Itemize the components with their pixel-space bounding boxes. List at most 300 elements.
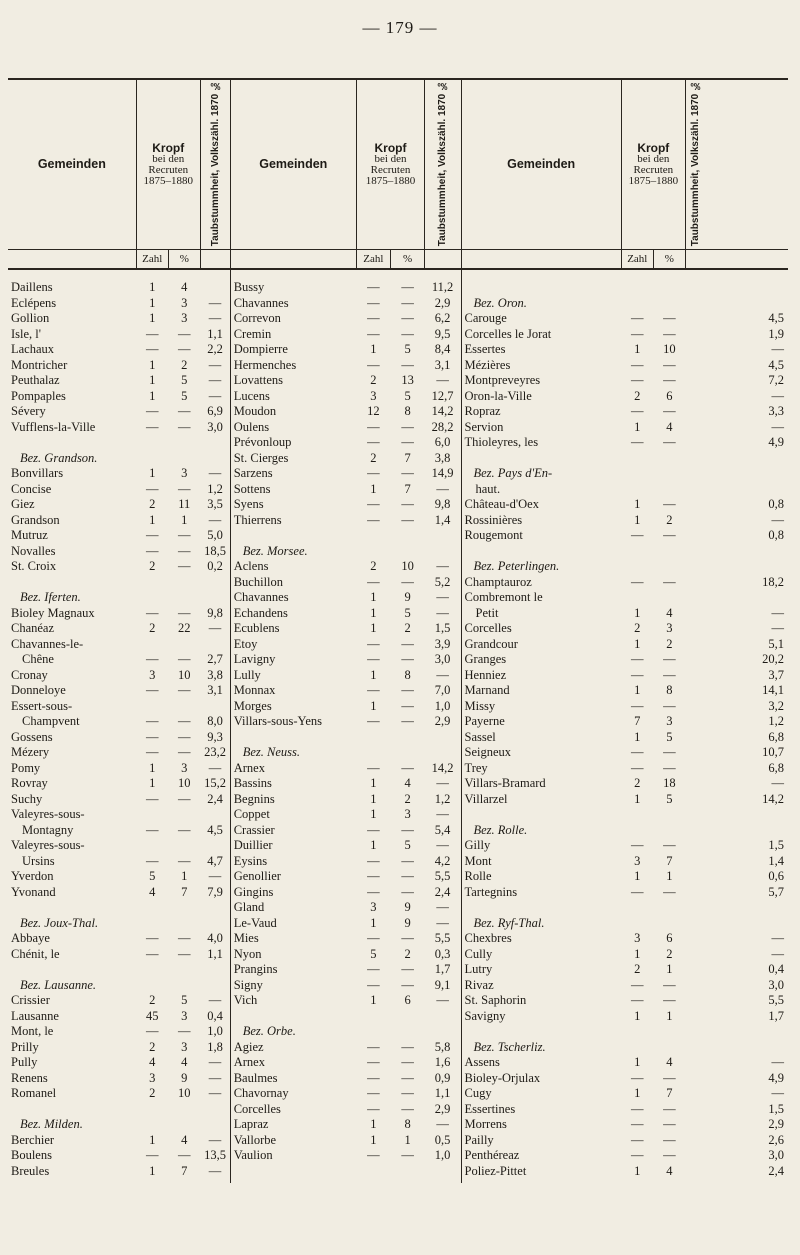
value-cell: —	[367, 869, 380, 884]
gemeinde-name-cell: Poliez-Pittet	[461, 1164, 621, 1184]
value-cell: 1	[149, 295, 156, 310]
gemeinde-name-cell	[8, 962, 136, 978]
value-cell: —	[771, 512, 784, 527]
value-cell: —	[367, 962, 380, 977]
value-cell: 14,2	[762, 791, 784, 806]
value-cell: 1	[634, 342, 641, 357]
value-cell: —	[367, 497, 380, 512]
value-cell	[685, 590, 788, 606]
value-cell: —	[178, 326, 191, 341]
value-cell: 9,5	[434, 326, 451, 341]
table-row	[8, 916, 788, 932]
value-cell: 6	[404, 993, 411, 1008]
table-row	[8, 962, 788, 978]
value-cell: 7	[634, 714, 641, 729]
value-cell: 1	[149, 1132, 156, 1147]
value-cell: 1	[634, 1008, 641, 1023]
table-row	[8, 544, 788, 560]
value-cell: 7,0	[434, 683, 451, 698]
value-cell: —	[401, 419, 414, 434]
value-cell: —	[145, 1024, 159, 1039]
value-cell: —	[208, 373, 222, 388]
value-cell	[685, 451, 788, 467]
value-cell	[621, 1024, 653, 1040]
value-cell	[168, 838, 200, 854]
value-cell: 0,3	[434, 946, 451, 961]
value-cell: 1	[370, 621, 377, 636]
value-cell: —	[663, 373, 676, 388]
value-cell: 6,8	[768, 729, 784, 744]
value-cell: 3	[181, 760, 188, 775]
gemeinde-name-cell: Marnand	[461, 683, 621, 699]
gemeinde-name-cell: Chénit, le	[11, 946, 60, 961]
table-row	[8, 358, 788, 374]
value-cell: 4,7	[207, 853, 223, 868]
value-cell: 2,7	[207, 652, 223, 667]
value-cell: 45	[145, 1008, 159, 1023]
value-cell	[168, 590, 200, 606]
table-row	[8, 1071, 788, 1087]
gemeinde-name-cell: Lavigny	[230, 652, 356, 668]
value-cell	[425, 730, 461, 746]
value-cell	[621, 807, 653, 823]
gemeinde-name-cell: Morges	[230, 699, 356, 715]
gemeinde-name-cell: Bonvillars	[11, 466, 64, 481]
value-cell	[168, 435, 200, 451]
value-cell: 2	[149, 621, 156, 636]
value-cell: —	[436, 481, 449, 496]
gemeinde-name-cell: Granges	[461, 652, 621, 668]
table-row	[8, 1164, 788, 1184]
value-cell: —	[145, 822, 159, 837]
table-row	[8, 838, 788, 854]
value-cell: —	[436, 373, 449, 388]
value-cell	[356, 745, 390, 761]
gemeinde-name-cell: Bassins	[230, 776, 356, 792]
value-cell: 4	[666, 605, 673, 620]
value-cell: 5,1	[768, 636, 784, 651]
value-cell: 2	[370, 373, 377, 388]
gemeinde-name-cell: Gland	[230, 900, 356, 916]
table-row	[8, 621, 788, 637]
gemeinde-name-cell: Valeyres-sous-	[11, 838, 85, 853]
value-cell	[425, 1164, 461, 1184]
value-cell: 3	[181, 1039, 188, 1054]
gemeinde-name-cell	[230, 528, 356, 544]
subheader-row	[8, 250, 788, 270]
value-cell: 12,7	[431, 388, 454, 403]
table-row	[8, 311, 788, 327]
value-cell: 9	[404, 915, 411, 930]
gemeinde-name-cell: Bez. Joux-Thal.	[20, 915, 99, 930]
value-cell: 0,2	[207, 559, 223, 574]
value-cell	[200, 435, 230, 451]
value-cell: 10	[178, 776, 191, 791]
value-cell	[390, 730, 424, 746]
value-cell	[390, 1164, 424, 1184]
value-cell: —	[145, 714, 159, 729]
value-cell	[621, 466, 653, 482]
gemeinde-name-cell: Chavannes-le-	[11, 636, 84, 651]
table-row	[8, 900, 788, 916]
value-cell: —	[401, 497, 414, 512]
gemeinde-name-cell: Chanéaz	[11, 621, 55, 636]
value-cell: —	[663, 652, 676, 667]
value-cell: 1	[634, 869, 641, 884]
table-row	[8, 885, 788, 901]
value-cell: 6,9	[207, 404, 223, 419]
value-cell: —	[771, 946, 784, 961]
value-cell: —	[367, 311, 380, 326]
gemeinde-name-cell: Berchier	[11, 1132, 55, 1147]
value-cell: 7	[404, 481, 411, 496]
value-cell: —	[145, 791, 159, 806]
value-cell	[653, 590, 685, 606]
gemeinde-name-cell: Sévery	[11, 404, 46, 419]
value-cell	[390, 544, 424, 560]
gemeinde-name-cell: Lutry	[461, 962, 621, 978]
value-cell: 1,6	[434, 1055, 451, 1070]
value-cell: 1	[634, 946, 641, 961]
value-cell: 9,3	[207, 729, 223, 744]
value-cell: 12	[367, 404, 380, 419]
gemeinde-name-cell: Suchy	[11, 791, 43, 806]
gemeinde-name-cell: Pully	[11, 1055, 38, 1070]
column-header-zahl: Zahl	[356, 250, 390, 270]
value-cell: 8,4	[434, 342, 451, 357]
value-cell: 3,7	[768, 667, 784, 682]
value-cell: 1	[634, 497, 641, 512]
value-cell: 15,2	[204, 776, 226, 791]
value-cell	[685, 823, 788, 839]
table-row	[8, 404, 788, 420]
value-cell: —	[367, 326, 380, 341]
value-cell: —	[663, 745, 676, 760]
page-number: — 179 —	[362, 18, 438, 37]
value-cell: —	[178, 822, 191, 837]
gemeinde-name-cell: St. Cierges	[230, 451, 356, 467]
value-cell: 1	[666, 1008, 673, 1023]
value-cell	[136, 1117, 168, 1133]
gemeinde-name-cell: Agiez	[230, 1040, 356, 1056]
gemeinde-name-cell: Villars-Bramard	[461, 776, 621, 792]
value-cell: 10	[663, 342, 676, 357]
value-cell	[390, 745, 424, 761]
gemeinde-name-cell	[461, 1024, 621, 1040]
gemeinde-name-cell: Lucens	[230, 389, 356, 405]
value-cell: 4,5	[768, 357, 784, 372]
value-cell	[168, 1102, 200, 1118]
value-cell: 5	[370, 946, 377, 961]
value-cell: 5	[666, 791, 673, 806]
value-cell: 13,5	[204, 1148, 226, 1163]
value-cell: —	[631, 528, 644, 543]
value-cell	[621, 451, 653, 467]
value-cell: 1	[634, 1163, 641, 1178]
statistics-table	[8, 78, 788, 1183]
gemeinde-name-cell: Arnex	[230, 761, 356, 777]
value-cell: —	[208, 466, 222, 481]
gemeinde-name-cell: Bez. Tscherliz.	[461, 1040, 621, 1056]
value-cell: —	[631, 698, 644, 713]
value-cell: 1	[634, 1055, 641, 1070]
value-cell	[136, 637, 168, 653]
value-cell: —	[771, 776, 784, 791]
value-cell: 5,8	[434, 1039, 451, 1054]
gemeinde-name-cell: Bez. Oron.	[461, 296, 621, 312]
value-cell: 1	[634, 791, 641, 806]
gemeinde-name-cell: Begnins	[230, 792, 356, 808]
gemeinde-name-cell: Bussy	[230, 269, 356, 296]
value-cell: —	[436, 838, 449, 853]
value-cell: —	[663, 993, 676, 1008]
value-cell	[356, 1164, 390, 1184]
value-cell: —	[145, 342, 159, 357]
value-cell: —	[401, 435, 414, 450]
value-cell: 7	[404, 450, 411, 465]
table-row	[8, 776, 788, 792]
gemeinde-name-cell: Chavornay	[230, 1086, 356, 1102]
value-cell: 1	[370, 1132, 377, 1147]
gemeinde-name-cell: Ropraz	[461, 404, 621, 420]
table-row	[8, 296, 788, 312]
value-cell: —	[208, 1055, 222, 1070]
value-cell: 2	[634, 621, 641, 636]
value-cell: —	[631, 1070, 644, 1085]
value-cell	[653, 1024, 685, 1040]
gemeinde-name-cell: Bez. Grandson.	[20, 450, 98, 465]
gemeinde-name-cell: Hermenches	[230, 358, 356, 374]
value-cell: 1	[634, 729, 641, 744]
gemeinde-name-cell: Bez. Orbe.	[230, 1024, 356, 1040]
value-cell: 1	[370, 776, 377, 791]
value-cell: 2	[404, 621, 411, 636]
value-cell: 18,2	[762, 574, 784, 589]
table-row	[8, 931, 788, 947]
value-cell	[356, 544, 390, 560]
value-cell: —	[401, 636, 414, 651]
gemeinde-name-cell: Abbaye	[11, 931, 50, 946]
value-cell: —	[771, 419, 784, 434]
value-cell: 1	[634, 636, 641, 651]
value-cell: —	[145, 729, 159, 744]
gemeinde-name-cell: Lovattens	[230, 373, 356, 389]
value-cell: 1	[149, 466, 156, 481]
value-cell: 5,5	[768, 993, 784, 1008]
value-cell: 0,9	[434, 1070, 451, 1085]
value-cell	[685, 1024, 788, 1040]
value-cell: 14,9	[431, 466, 454, 481]
value-cell	[653, 916, 685, 932]
value-cell	[200, 590, 230, 606]
table-row	[8, 761, 788, 777]
value-cell: —	[771, 1086, 784, 1101]
value-cell: 1	[634, 1086, 641, 1101]
gemeinde-name-cell: Gilly	[461, 838, 621, 854]
table-row	[8, 714, 788, 730]
value-cell: 2	[370, 450, 377, 465]
value-cell: 11	[178, 497, 191, 512]
gemeinde-name-cell: Ecublens	[230, 621, 356, 637]
table-row	[8, 823, 788, 839]
value-cell: 4	[404, 776, 411, 791]
value-cell	[685, 544, 788, 560]
value-cell: —	[663, 435, 676, 450]
value-cell: 3	[149, 667, 156, 682]
gemeinde-name-cell: Penthéreaz	[461, 1148, 621, 1164]
value-cell: —	[178, 1148, 191, 1163]
value-cell	[653, 1040, 685, 1056]
column-header-percent: %	[168, 250, 200, 270]
value-cell	[200, 838, 230, 854]
gemeinde-name-cell	[461, 544, 621, 560]
value-cell	[621, 590, 653, 606]
gemeinde-name-cell: Assens	[461, 1055, 621, 1071]
value-cell: —	[631, 667, 644, 682]
value-cell	[168, 916, 200, 932]
value-cell: 2	[149, 993, 156, 1008]
value-cell: 4	[181, 1055, 188, 1070]
value-cell: 3	[370, 388, 377, 403]
value-cell: 2	[149, 1039, 156, 1054]
gemeinde-name-cell: Baulmes	[230, 1071, 356, 1087]
value-cell: 3	[404, 807, 411, 822]
gemeinde-name-cell: Prangins	[230, 962, 356, 978]
gemeinde-name-cell: Vaulion	[230, 1148, 356, 1164]
value-cell: —	[145, 652, 159, 667]
table-row	[8, 513, 788, 529]
value-cell	[390, 1009, 424, 1025]
gemeinde-name-cell: Valeyres-sous-	[11, 807, 85, 822]
gemeinde-name-cell: Bez. Neuss.	[230, 745, 356, 761]
gemeinde-name-cell: Pailly	[461, 1133, 621, 1149]
value-cell: 3	[181, 295, 188, 310]
gemeinde-name-cell: Giez	[11, 497, 35, 512]
value-cell: —	[663, 311, 676, 326]
value-cell: —	[771, 931, 784, 946]
value-cell: 1	[634, 419, 641, 434]
value-cell: 1	[370, 791, 377, 806]
value-cell: 2	[404, 946, 411, 961]
value-cell	[168, 807, 200, 823]
gemeinde-name-cell: Concise	[11, 481, 52, 496]
value-cell: —	[401, 1039, 414, 1054]
value-cell: 1	[149, 357, 156, 372]
value-cell	[621, 900, 653, 916]
value-cell: 9,8	[207, 605, 223, 620]
value-cell: —	[401, 869, 414, 884]
value-cell: 5	[181, 373, 188, 388]
gemeinde-name-cell: Gollion	[11, 311, 50, 326]
value-cell	[136, 962, 168, 978]
gemeinde-name-cell: Essertines	[461, 1102, 621, 1118]
gemeinde-name-cell: Oulens	[230, 420, 356, 436]
gemeinde-name-cell: Syens	[230, 497, 356, 513]
gemeinde-name-cell: haut.	[461, 482, 621, 498]
value-cell: 6,0	[434, 435, 451, 450]
value-cell	[136, 1102, 168, 1118]
value-cell	[200, 699, 230, 715]
value-cell: —	[631, 357, 644, 372]
value-cell	[168, 451, 200, 467]
gemeinde-name-cell: Coppet	[230, 807, 356, 823]
gemeinde-name-cell: Genollier	[230, 869, 356, 885]
statistics-table-container	[8, 78, 788, 1183]
value-cell: —	[178, 791, 191, 806]
value-cell: —	[208, 388, 222, 403]
gemeinde-name-cell: Chavannes	[230, 296, 356, 312]
value-cell: 2	[181, 357, 188, 372]
value-cell: 5,5	[434, 931, 451, 946]
value-cell: —	[208, 869, 222, 884]
value-cell: —	[367, 652, 380, 667]
gemeinde-name-cell: Novalles	[11, 543, 56, 558]
value-cell	[685, 559, 788, 575]
value-cell	[136, 699, 168, 715]
value-cell: 3,1	[434, 357, 451, 372]
gemeinde-name-cell: Vallorbe	[230, 1133, 356, 1149]
value-cell: —	[208, 621, 222, 636]
value-cell	[621, 559, 653, 575]
value-cell	[390, 528, 424, 544]
value-cell: 1	[370, 838, 377, 853]
value-cell	[356, 1009, 390, 1025]
gemeinde-name-cell: Champtauroz	[461, 575, 621, 591]
gemeinde-name-cell: Duillier	[230, 838, 356, 854]
value-cell: 5	[149, 869, 156, 884]
value-cell: —	[145, 419, 159, 434]
value-cell: —	[367, 1148, 380, 1163]
value-cell: —	[367, 295, 380, 310]
value-cell: —	[178, 931, 191, 946]
gemeinde-name-cell: Pomy	[11, 760, 41, 775]
gemeinde-name-cell: Rovray	[11, 776, 48, 791]
value-cell: 1,7	[434, 962, 451, 977]
value-cell	[200, 962, 230, 978]
value-cell: 1,0	[434, 1148, 451, 1163]
gemeinde-name-cell: Buchillon	[230, 575, 356, 591]
gemeinde-name-cell: Grandson	[11, 512, 60, 527]
value-cell: 1	[370, 481, 377, 496]
value-cell: —	[631, 760, 644, 775]
value-cell: 1,7	[768, 1008, 784, 1023]
gemeinde-name-cell: Sarzens	[230, 466, 356, 482]
value-cell	[136, 451, 168, 467]
value-cell	[685, 900, 788, 916]
gemeinde-name-cell: Nyon	[230, 947, 356, 963]
value-cell: —	[663, 326, 676, 341]
value-cell: 1	[149, 512, 156, 527]
gemeinde-name-cell: Lapraz	[230, 1117, 356, 1133]
value-cell	[168, 575, 200, 591]
value-cell: —	[367, 853, 380, 868]
value-cell: 7,9	[207, 884, 223, 899]
value-cell	[356, 528, 390, 544]
value-cell: 1,5	[768, 838, 784, 853]
value-cell: 11,2	[431, 280, 454, 295]
value-cell	[621, 482, 653, 498]
value-cell	[168, 1117, 200, 1133]
gemeinde-name-cell: Missy	[461, 699, 621, 715]
gemeinde-name-cell: Essert-sous-	[11, 698, 73, 713]
gemeinde-name-cell: Bez. Peterlingen.	[461, 559, 621, 575]
gemeinde-name-cell: Ursins	[22, 853, 55, 868]
value-cell: 1,8	[207, 1039, 223, 1054]
value-cell: 1,1	[207, 946, 223, 961]
value-cell: 4,0	[207, 931, 223, 946]
value-cell: —	[145, 528, 159, 543]
table-row	[8, 420, 788, 436]
